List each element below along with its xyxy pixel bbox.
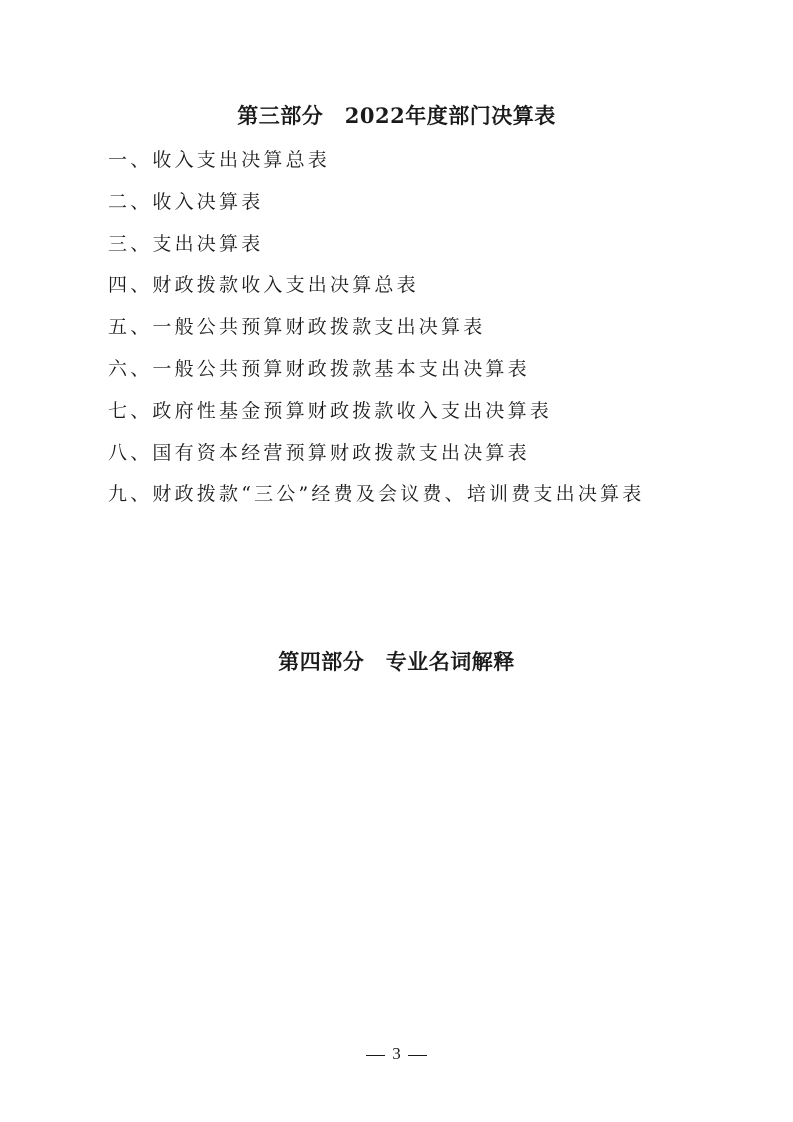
footer-dash-left [366, 1055, 385, 1056]
footer-dash-right [408, 1055, 427, 1056]
part3-heading: 第三部分 2022年度部门决算表 [237, 103, 556, 128]
list-item: 七、政府性基金预算财政拨款收入支出决算表 [108, 399, 553, 422]
list-item: 四、财政拨款收入支出决算总表 [108, 274, 419, 297]
list-item: 一、收入支出决算总表 [108, 149, 331, 171]
list-item: 六、一般公共预算财政拨款基本支出决算表 [108, 357, 530, 380]
part3-table-list [108, 148, 644, 524]
list-item: 五、一般公共预算财政拨款支出决算表 [108, 316, 486, 339]
page-number: 3 [392, 1044, 401, 1063]
list-item: 二、收入决算表 [108, 190, 264, 213]
list-item: 三、支出决算表 [108, 232, 264, 255]
page-footer [0, 1044, 793, 1064]
list-item: 九、财政拨款“三公”经费及会议费、培训费支出决算表 [108, 483, 645, 506]
part4-heading: 第四部分 专业名词解释 [278, 649, 515, 674]
list-item: 八、国有资本经营预算财政拨款支出决算表 [108, 441, 530, 464]
